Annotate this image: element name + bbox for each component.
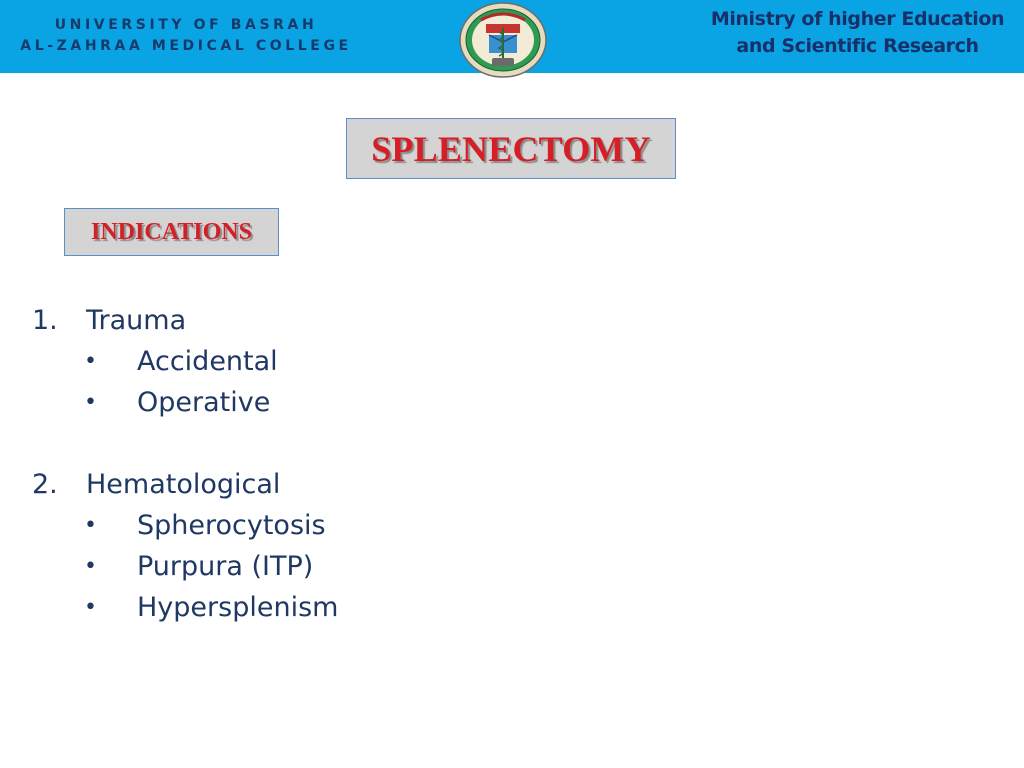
sub-list-item	[0, 341, 600, 382]
bullet-icon: •	[84, 390, 97, 415]
indications-heading: INDICATIONS	[91, 218, 252, 245]
list-number: 2.	[32, 469, 58, 500]
university-line-2: AL-ZAHRAA MEDICAL COLLEGE	[20, 38, 352, 54]
sub-list-item	[0, 587, 600, 628]
bullet-icon: •	[84, 513, 97, 538]
list-label: Trauma	[86, 305, 187, 336]
sub-item-label: Operative	[137, 387, 271, 418]
list-item	[0, 464, 600, 505]
list-item	[0, 300, 600, 341]
ministry-line-2: and Scientific Research	[736, 35, 979, 57]
indications-box	[64, 208, 279, 256]
sub-list-item	[0, 505, 600, 546]
college-seal-icon	[459, 2, 548, 78]
header-bar	[0, 0, 1024, 73]
sub-item-label: Hypersplenism	[137, 592, 339, 623]
bullet-icon: •	[84, 554, 97, 579]
bullet-icon: •	[84, 349, 97, 374]
list-label: Hematological	[86, 469, 281, 500]
list-spacer	[0, 423, 600, 464]
slide-title-box	[346, 118, 676, 179]
sub-item-label: Accidental	[137, 346, 278, 377]
university-line-1: UNIVERSITY OF BASRAH	[54, 17, 318, 33]
ministry-name	[700, 6, 1015, 60]
university-name	[0, 15, 372, 57]
bullet-icon: •	[84, 595, 97, 620]
ministry-line-1: Ministry of higher Education	[710, 8, 1005, 30]
slide-title: SPLENECTOMY	[371, 128, 651, 169]
sub-item-label: Spherocytosis	[137, 510, 326, 541]
sub-item-label: Purpura (ITP)	[137, 551, 314, 582]
sub-list-item	[0, 382, 600, 423]
list-number: 1.	[32, 305, 58, 336]
sub-list-item	[0, 546, 600, 587]
indications-list	[0, 300, 600, 628]
